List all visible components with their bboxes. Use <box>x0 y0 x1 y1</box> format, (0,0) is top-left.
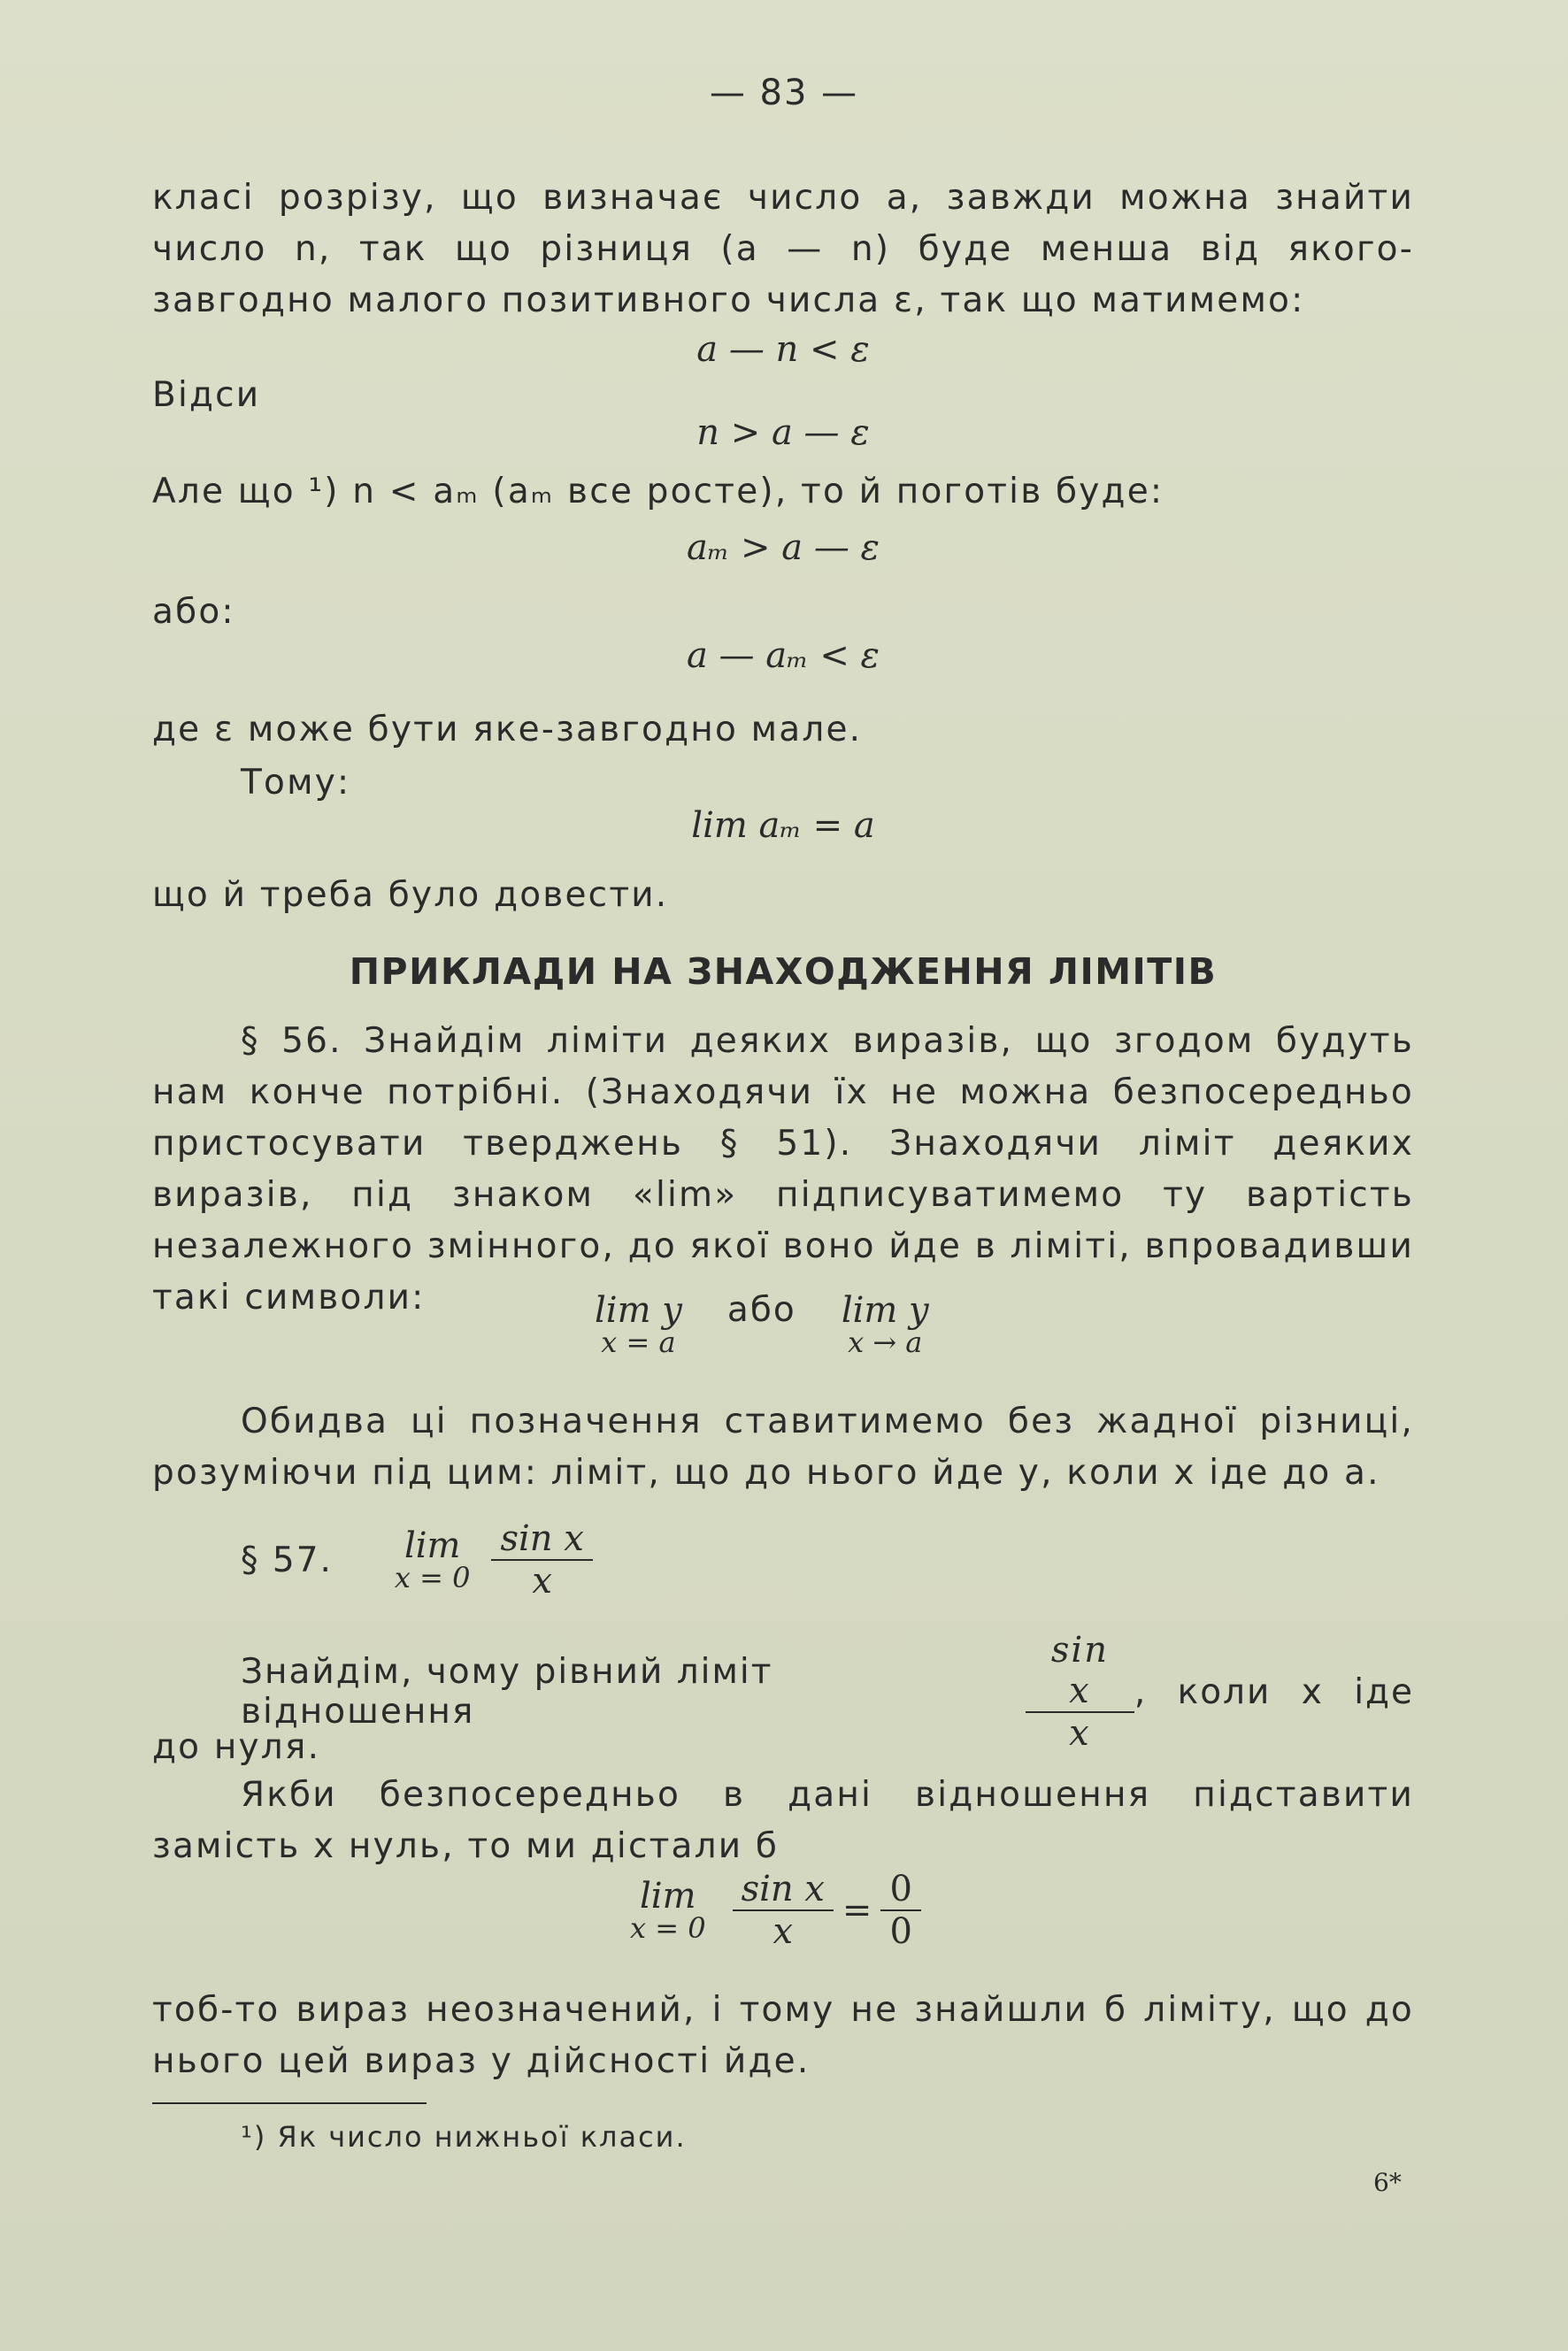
page-number: — 83 — <box>709 73 859 113</box>
equation-6-numerator: sin x <box>733 1869 834 1911</box>
equation-4: a — aₘ < ε <box>686 635 880 676</box>
znaidim-denominator: x <box>1069 1713 1091 1754</box>
znaidim-fraction <box>1026 1630 1134 1754</box>
section-57-lim <box>395 1525 471 1594</box>
line-do-nulia: до нуля. <box>152 1727 321 1767</box>
equation-6-denominator: x <box>772 1911 794 1952</box>
paragraph-obydva: Обидва ці позначення ставитимемо без жадної різниці, розуміючи під цим: ліміт, що до нього йде y, коли x іде до a. <box>152 1402 1414 1493</box>
equation-5: lim aₘ = a <box>691 805 875 846</box>
equation-6-equals: = <box>842 1890 872 1931</box>
section-57-fraction <box>491 1518 592 1602</box>
signature-mark: 6* <box>1373 2168 1402 2197</box>
section-57-lim-sub: x = 0 <box>394 1561 471 1594</box>
equation-6-zero-denominator: 0 <box>889 1911 912 1952</box>
paragraph-yakby: Якби безпосередньо в дані відношення підставити замість x нуль, то ми дістали б <box>152 1775 1414 1866</box>
lim-symbol-arrow-sub: x → a <box>848 1325 923 1359</box>
paragraph-56: § 56. Знайдім ліміти деяких виразів, що згодом будуть нам конче потрібні. (Знаходячи їх не можна безпосередньо пристосувати тверджень § 51). Знаходячи ліміт деяких виразів, під знаком «lim» підписуватимемо ту вартість незалежного змінного, до якої воно йде в ліміті, впровадивши такі символи: <box>152 1021 1414 1318</box>
equation-6-lim <box>630 1876 706 1945</box>
word-abo: або: <box>152 592 235 632</box>
section-57-numerator: sin x <box>491 1518 592 1561</box>
equation-6-lim-sub: x = 0 <box>630 1911 706 1945</box>
equation-6-fraction <box>733 1869 834 1952</box>
section-57-header <box>241 1518 593 1602</box>
paragraph-tob: тоб-то вираз неозначений, і тому не знайшли б ліміту, що до нього цей вираз у дійсності йде. <box>152 1990 1414 2081</box>
equation-1: a — n < ε <box>696 329 870 370</box>
section-57-lim-word: lim <box>404 1525 461 1566</box>
equation-6-lim-word: lim <box>640 1876 696 1917</box>
section-57-denominator: x <box>532 1561 552 1602</box>
equation-3: aₘ > a — ε <box>686 527 880 568</box>
lim-symbol-eq <box>595 1290 682 1359</box>
lim-symbol-eq-main: lim y <box>595 1290 682 1331</box>
znaidim-text: Знайдім, чому рівний ліміт відношення <box>241 1652 773 1732</box>
line-ale: Але що ¹) n < aₘ (aₘ все росте), то й поготів буде: <box>152 472 1164 511</box>
equation-2: n > a — ε <box>696 412 870 453</box>
lim-symbols-abo: або <box>726 1290 796 1330</box>
equation-6-zero-fraction <box>880 1869 920 1952</box>
line-znaidim <box>241 1630 1414 1754</box>
lim-symbols <box>595 1290 984 1359</box>
word-tomu: Тому: <box>241 763 351 803</box>
line-shcho: що й треба було довести. <box>152 875 669 915</box>
znaidim-text-end: , коли x іде <box>1134 1671 1414 1712</box>
lim-symbol-arrow-main: lim y <box>841 1290 929 1331</box>
section-57-label: § 57. <box>241 1540 333 1580</box>
paragraph-intro: класі розрізу, що визначає число a, завжди можна знайти число n, так що різниця (a — n) буде менша від якого-завгодно малого позитивного числа ε, так що матимемо: <box>152 178 1414 320</box>
equation-6 <box>630 1869 921 1952</box>
footnote: ¹) Як число нижньої класи. <box>241 2120 687 2154</box>
znaidim-numerator: sin x <box>1026 1630 1134 1713</box>
lim-symbol-eq-sub: x = a <box>601 1325 676 1359</box>
footnote-divider <box>152 2102 427 2104</box>
line-de: де ε може бути яке-завгодно мале. <box>152 710 863 749</box>
section-heading: ПРИКЛАДИ НА ЗНАХОДЖЕННЯ ЛІМІТІВ <box>349 950 1218 993</box>
equation-6-zero-numerator: 0 <box>880 1869 920 1911</box>
lim-symbol-arrow <box>842 1290 929 1359</box>
word-vidsy: Відси <box>152 375 261 415</box>
